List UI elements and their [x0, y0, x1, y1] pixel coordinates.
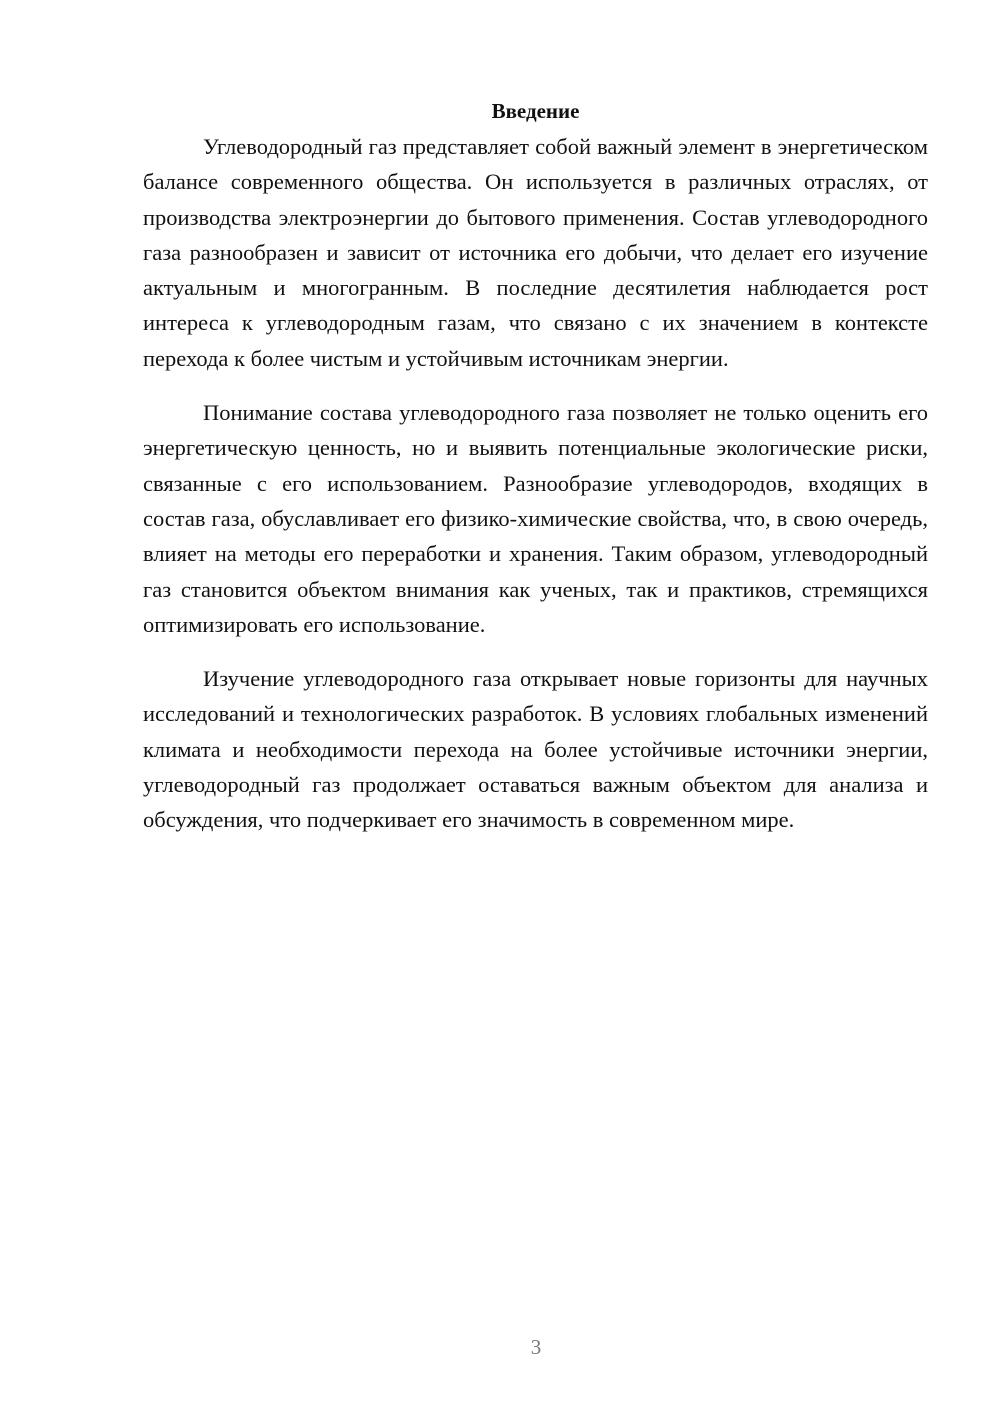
- paragraph-3: Изучение углеводородного газа открывает новые горизонты для научных исследований и технологических разработок. В условиях глобальных изменений климата и необходимости перехода на более устойчивые источники энергии, углеводородный газ продолжает оставаться важным объектом для анализа и обсуждения, что подчеркивает его значимость в современном мире.: [143, 666, 928, 833]
- paragraph-1: Углеводородный газ представляет собой важный элемент в энергетическом балансе современного общества. Он используется в различных отраслях, от производства электроэнергии до бытового применения. Состав углеводородного газа разнообразен и зависит от источника его добычи, что делает его изучение актуальным и многогранным. В последние десятилетия наблюдается рост интереса к углеводородным газам, что связано с их значением в контексте перехода к более чистым и устойчивым источникам энергии.: [143, 134, 928, 371]
- page-number: 3: [530, 1335, 542, 1359]
- paragraph-2: Понимание состава углеводородного газа позволяет не только оценить его энергетическую ценность, но и выявить потенциальные экологические риски, связанные с его использованием. Разнообразие углеводородов, входящих в состав газа, обуславливает его физико-химические свойства, что, в свою очередь, влияет на методы его переработки и хранения. Таким образом, углеводородный газ становится объектом внимания как ученых, так и практиков, стремящихся оптимизировать его использование.: [143, 400, 928, 637]
- page-content: [143, 96, 928, 838]
- page-number-container: [72, 1332, 1000, 1362]
- section-heading: Введение: [491, 99, 580, 123]
